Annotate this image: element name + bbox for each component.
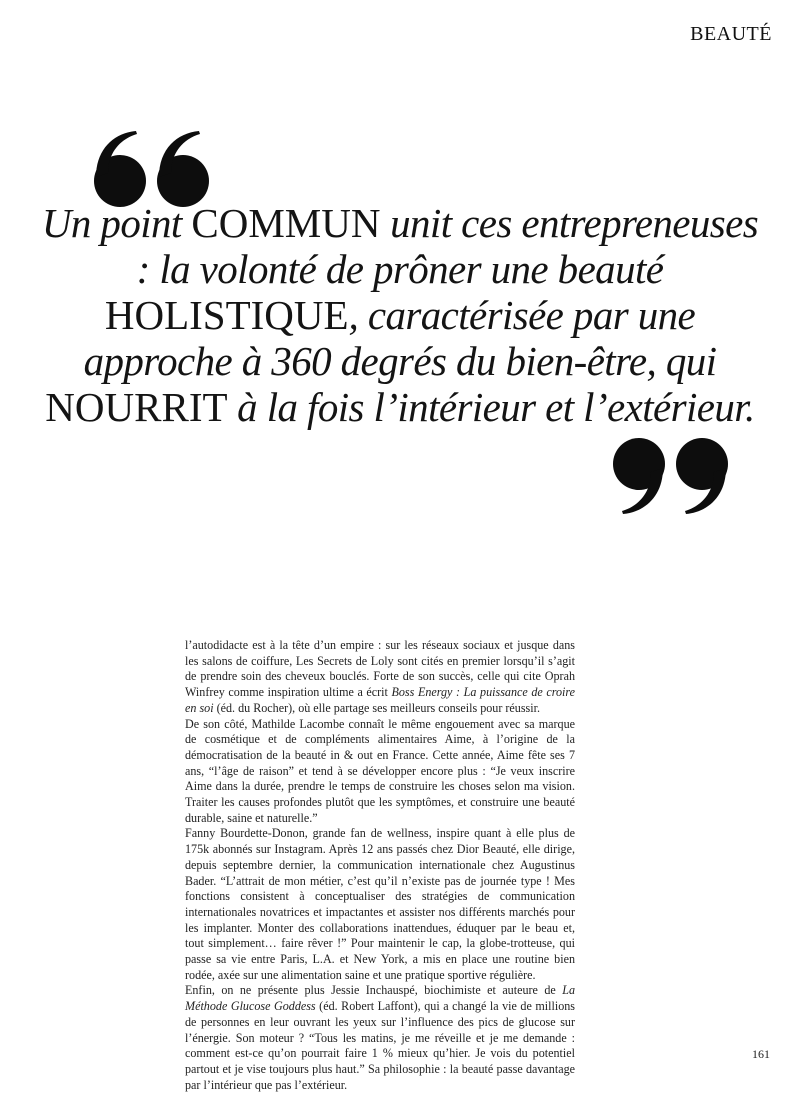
body-paragraph: [185, 983, 575, 1093]
page-number: 161: [752, 1047, 770, 1061]
body-text-run: De son côté, Mathilde Lacombe connaît le même engouement avec sa marque de cosmétique et de compléments alimentaires Aime, à l’origine de la démocratisation de la beauté in & out en France. Cette année, Aime fête ses 7 ans, “l’âge de raison” et tend à se développer encore plus : “Je veux inscrire Aime dans la durée, prendre le temps de construire les choses selon ma vision. Traiter les causes profondes plutôt que les symptômes, et construire une beauté durable, saine et naturelle.”: [185, 716, 575, 825]
pull-quote: [40, 200, 760, 430]
section-label: BEAUTÉ: [690, 23, 772, 45]
body-paragraph: [185, 717, 575, 827]
pull-quote-emphasis: NOURRIT: [45, 384, 228, 430]
body-text-run: (éd. du Rocher), où elle partage ses meilleurs conseils pour réussir.: [213, 700, 540, 715]
pull-quote-part: à la fois l’intérieur et l’extérieur.: [227, 384, 755, 430]
pull-quote-part: unit ces entrepreneuses : la volonté de prôner une beauté: [136, 200, 759, 292]
book-title: La Méthode Glucose Goddess: [185, 983, 575, 1014]
body-paragraph: [185, 826, 575, 983]
article-body: [185, 638, 575, 1093]
close-quote-icon: [608, 436, 730, 518]
pull-quote-emphasis: COMMUN: [191, 200, 381, 246]
open-quote-icon: [92, 127, 214, 209]
book-title: Boss Energy : La puissance de croire en soi: [185, 685, 575, 715]
pull-quote-emphasis: HOLISTIQUE: [104, 292, 349, 338]
body-text-run: Fanny Bourdette-Donon, grande fan de wellness, inspire quant à elle plus de 175k abonnés sur Instagram. Après 12 ans passés chez Dior Beauté, elle dirige, depuis septembre dernier, la communication internationale chez Augustinus Bader. “L’attrait de mon métier, c’est qu’il n’existe pas de journée type ! Mes fonctions consistent à conceptualiser des stratégies de communication internationales novatrices et impactantes et assister nos différents marchés pour les implanter. Monter des collaborations inattendues, éduquer par le beau et, tout simplement… faire rêver !” Pour maintenir le cap, la globe-trotteuse, qui passe sa vie entre Paris, L.A. et New York, a mis en place une routine bien rodée, axée sur une alimentation saine et une pratique sportive régulière.: [185, 826, 575, 982]
body-text-run: l’autodidacte est à la tête d’un empire : sur les réseaux sociaux et jusque dans les salons de coiffure, Les Secrets de Loly sont cités en premier lorsqu’il s’agit de prendre soin des cheveux bouclés. Forte de son succès, celle qui cite Oprah Winfrey comme inspiration ultime a écrit: [185, 638, 575, 700]
body-text-run: Enfin, on ne présente plus Jessie Inchauspé, biochimiste et auteure de: [185, 983, 563, 998]
pull-quote-part: Un point: [41, 200, 192, 246]
pull-quote-part: , caractérisée par une approche à 360 degrés du bien-être, qui: [83, 292, 717, 384]
body-text-run: (éd. Robert Laffont), qui a changé la vie de millions de personnes en leur ouvrant les yeux sur l’influence des pics de glucose sur l’énergie. Son moteur ? “Tous les matins, je me réveille et je me demande : comment est-ce qu’on pourrait faire 1 % mieux qu’hier. Je vois du potentiel partout et je vise toujours plus haut.” Sa philosophie : la beauté passe davantage par l’intérieur que pas l’extérieur.: [185, 999, 575, 1092]
body-paragraph: [185, 638, 575, 717]
